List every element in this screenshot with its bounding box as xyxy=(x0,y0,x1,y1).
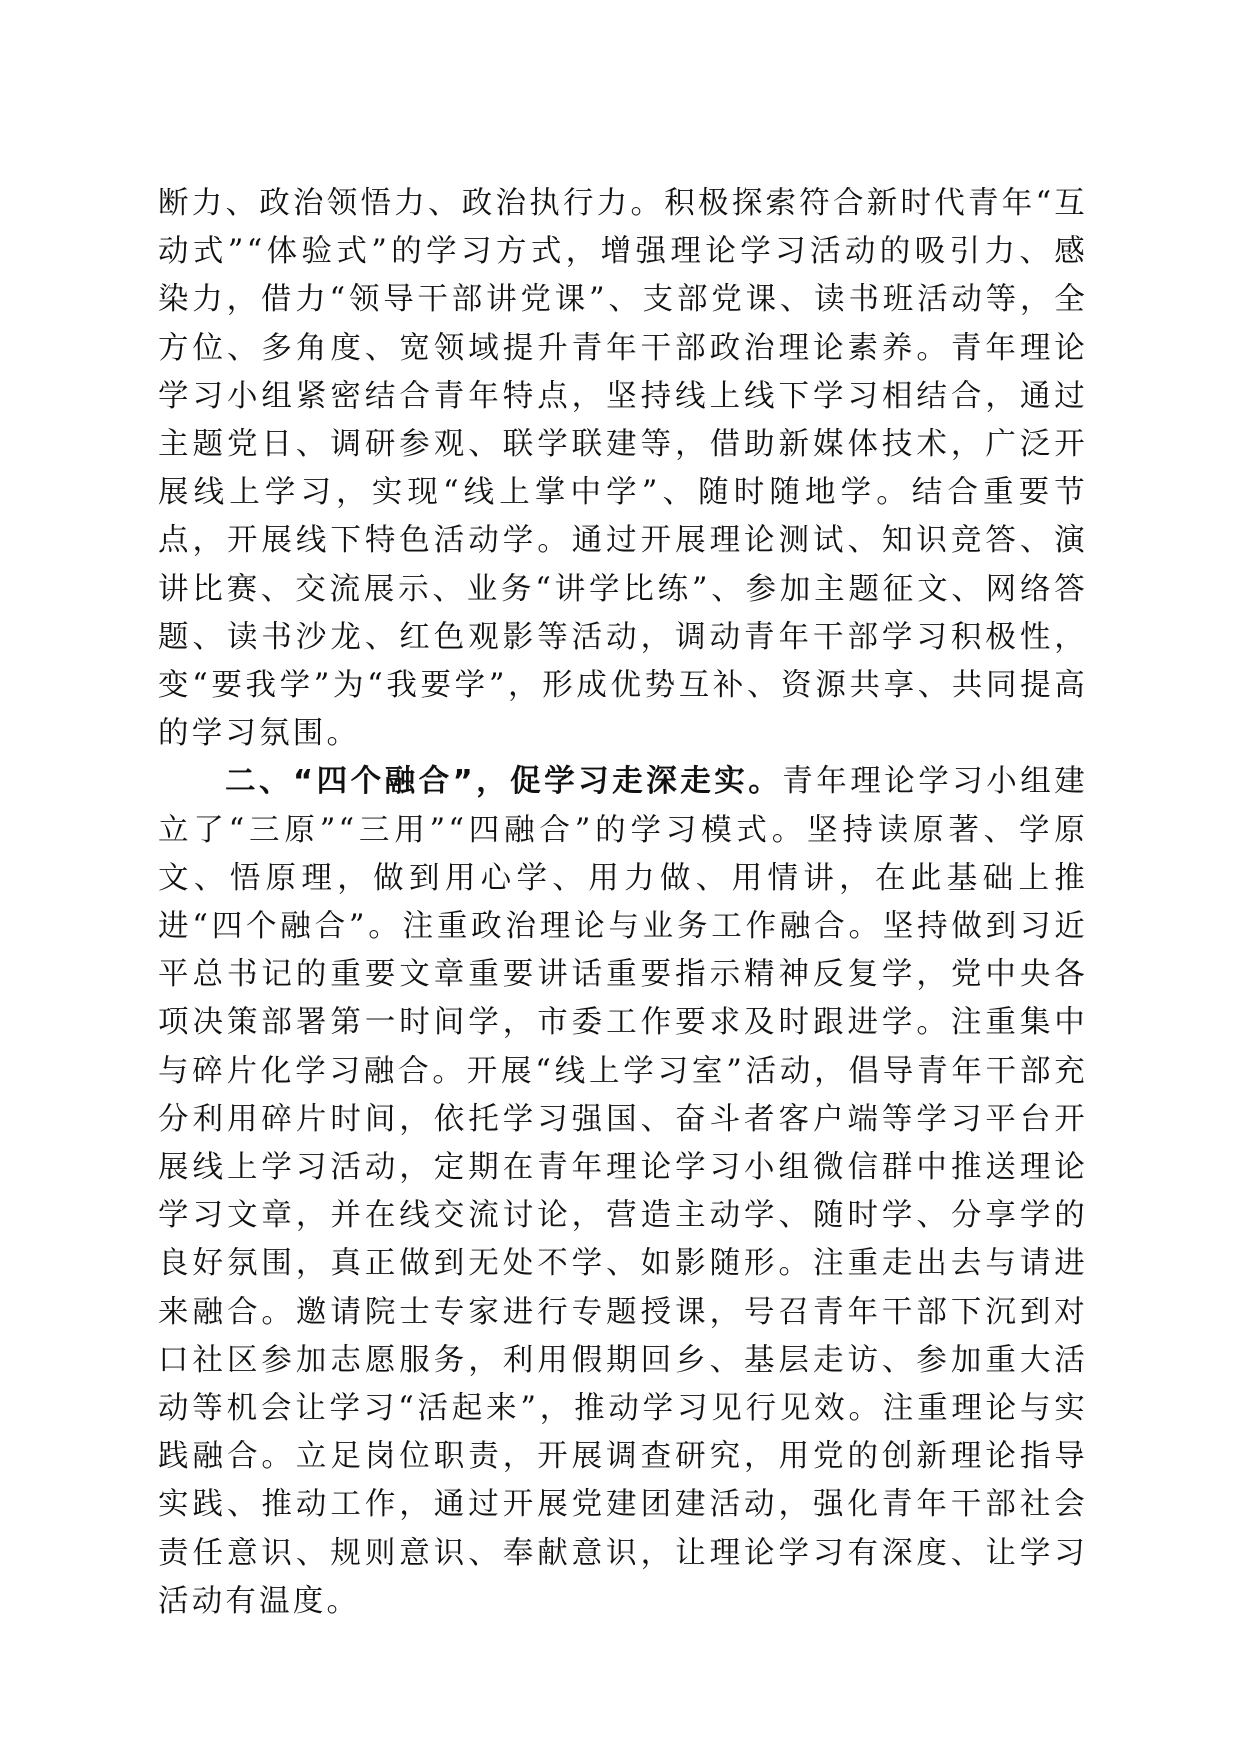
document-page xyxy=(158,180,1088,1626)
section-2-body: 青年理论学习小组建立了“三原”“三用”“四融合”的学习模式。坚持读原著、学原文、悟原理，做到用心学、用力做、用情讲，在此基础上推进“四个融合”。注重政治理论与业务工作融合。坚持做到习近平总书记的重要文章重要讲话重要指示精神反复学，党中央各项决策部署第一时间学，市委工作要求及时跟进学。注重集中与碎片化学习融合。开展“线上学习室”活动，倡导青年干部充分利用碎片时间，依托学习强国、奋斗者客户端等学习平台开展线上学习活动，定期在青年理论学习小组微信群中推送理论学习文章，并在线交流讨论，营造主动学、随时学、分享学的良好氛围，真正做到无处不学、如影随形。注重走出去与请进来融合。邀请院士专家进行专题授课，号召青年干部下沉到对口社区参加志愿服务，利用假期回乡、基层走访、参加重大活动等机会让学习“活起来”，推动学习见行见效。注重理论与实践融合。立足岗位职责，开展调查研究，用党的创新理论指导实践、推动工作，通过开展党建团建活动，强化青年干部社会责任意识、规则意识、奉献意识，让理论学习有深度、让学习活动有温度。 xyxy=(158,764,1088,1619)
paragraph-continuation: 断力、政治领悟力、政治执行力。积极探索符合新时代青年“互动式”“体验式”的学习方式，增强理论学习活动的吸引力、感染力，借力“领导干部讲党课”、支部党课、读书班活动等，全方位、多角度、宽领域提升青年干部政治理论素养。青年理论学习小组紧密结合青年特点，坚持线上线下学习相结合，通过主题党日、调研参观、联学联建等，借助新媒体技术，广泛开展线上学习，实现“线上掌中学”、随时随地学。结合重要节点，开展线下特色活动学。通过开展理论测试、知识竞答、演讲比赛、交流展示、业务“讲学比练”、参加主题征文、网络答题、读书沙龙、红色观影等活动，调动青年干部学习积极性，变“要我学”为“我要学”，形成优势互补、资源共享、共同提高的学习氛围。 xyxy=(158,186,1088,752)
section-2-heading: 二、“四个融合”，促学习走深走实。 xyxy=(225,764,783,800)
section-2-paragraph xyxy=(158,758,1088,1626)
